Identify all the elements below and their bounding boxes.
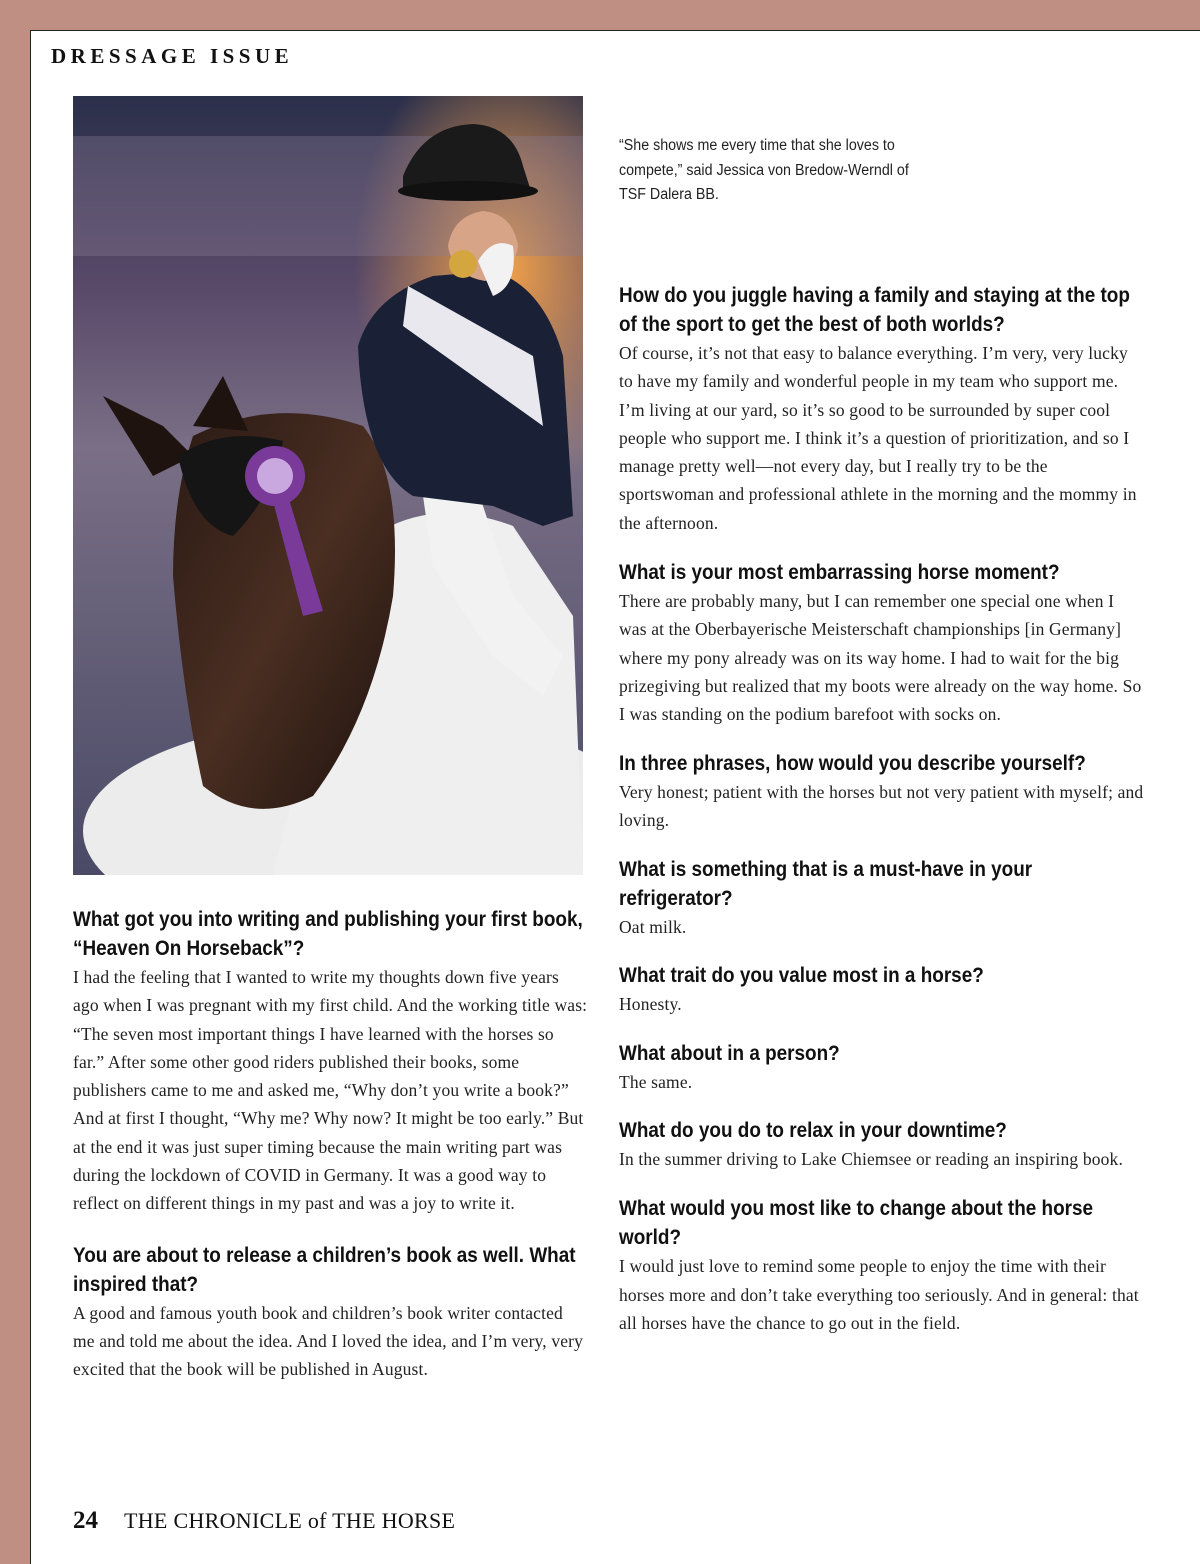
answer-text: I would just love to remind some people to enjoy the time with their horses more and don’t take everything too seriously. And in general: that all horses have the chance to go out in the field. [619, 1256, 1139, 1333]
left-column [73, 905, 588, 1384]
answer-text: I had the feeling that I wanted to write my thoughts down five years ago when I was pregnant with my first child. And the working title was: “The seven most important things I have learned with the horses so far.” After some other good riders published their books, some publishers came to me and asked me, “Why don’t you write a book?” And at first I thought, “Why me? Why now? It might be too early.” But at the end it was just super timing because the main writing part was during the lockdown of COVID in Germany. It was a good way to reflect on different things in my past and was a joy to write it. [73, 967, 588, 1214]
question-heading: What would you most like to change about the horse world? [619, 1196, 1094, 1250]
qa-item [73, 905, 588, 1218]
question-heading: What got you into writing and publishing your first book, “Heaven On Horseback”? [73, 907, 583, 960]
qa-item [619, 281, 1144, 537]
answer-text: A good and famous youth book and children’s book writer contacted me and told me about the idea. And I loved the idea, and I’m very, very excited that the book will be published in August. [73, 1302, 584, 1380]
answer-text: Of course, it’s not that easy to balance everything. I’m very, very lucky to have my family and wonderful people in my team who support me. I’m living at our yard, so it’s so good to be surrounded by super cool people who support me. I think it’s a question of prioritization, and so I manage pretty well—not every day, but I really try to be the sportswoman and professional athlete in the morning and the mommy in the afternoon. [619, 343, 1137, 533]
qa-item [619, 855, 1144, 941]
question-heading: What do you do to relax in your downtime? [619, 1118, 1007, 1143]
page-number: 24 [73, 1507, 98, 1534]
answer-text: In the summer driving to Lake Chiemsee or reading an inspiring book. [619, 1149, 1123, 1170]
question-heading: What about in a person? [619, 1040, 840, 1065]
qa-item [73, 1241, 588, 1384]
answer-text: Honesty. [619, 994, 682, 1015]
question-heading: What trait do you value most in a horse? [619, 963, 984, 988]
qa-item [619, 1116, 1144, 1173]
qa-item [619, 749, 1144, 835]
photo-caption: “She shows me every time that she loves to compete,” said Jessica von Bredow-Werndl of TSF Dalera BB. [619, 137, 909, 203]
qa-item [619, 961, 1144, 1018]
section-label: DRESSAGE ISSUE [51, 44, 294, 68]
publication-logo: THE CHRONICLE of THE HORSE [124, 1508, 456, 1533]
qa-item [619, 1039, 1144, 1096]
qa-item [619, 1194, 1144, 1337]
qa-item [619, 558, 1144, 728]
question-heading: You are about to release a children’s book as well. What inspired that? [73, 1242, 576, 1296]
question-heading: What is something that is a must-have in your refrigerator? [619, 857, 1033, 911]
answer-text: The same. [619, 1071, 693, 1092]
answer-text: Very honest; patient with the horses but not very patient with myself; and loving. [619, 781, 1144, 830]
question-heading: What is your most embarrassing horse moment? [619, 560, 1060, 585]
rider-photo [73, 96, 583, 875]
magazine-page [30, 30, 1200, 1564]
answer-text: There are probably many, but I can remember one special one when I was at the Oberbayerische Meisterschaft championships [in Germany] where my pony already was on its way home. I had to wait for the big prizegiving but realized that my boots were already on the way home. So I was standing on the podium barefoot with socks on. [619, 591, 1142, 725]
question-heading: How do you juggle having a family and staying at the top of the sport to get the best of both worlds? [619, 283, 1130, 336]
page-footer [73, 1501, 455, 1541]
question-heading: In three phrases, how would you describe yourself? [619, 750, 1086, 775]
right-column [619, 281, 1144, 1337]
answer-text: Oat milk. [619, 917, 687, 938]
